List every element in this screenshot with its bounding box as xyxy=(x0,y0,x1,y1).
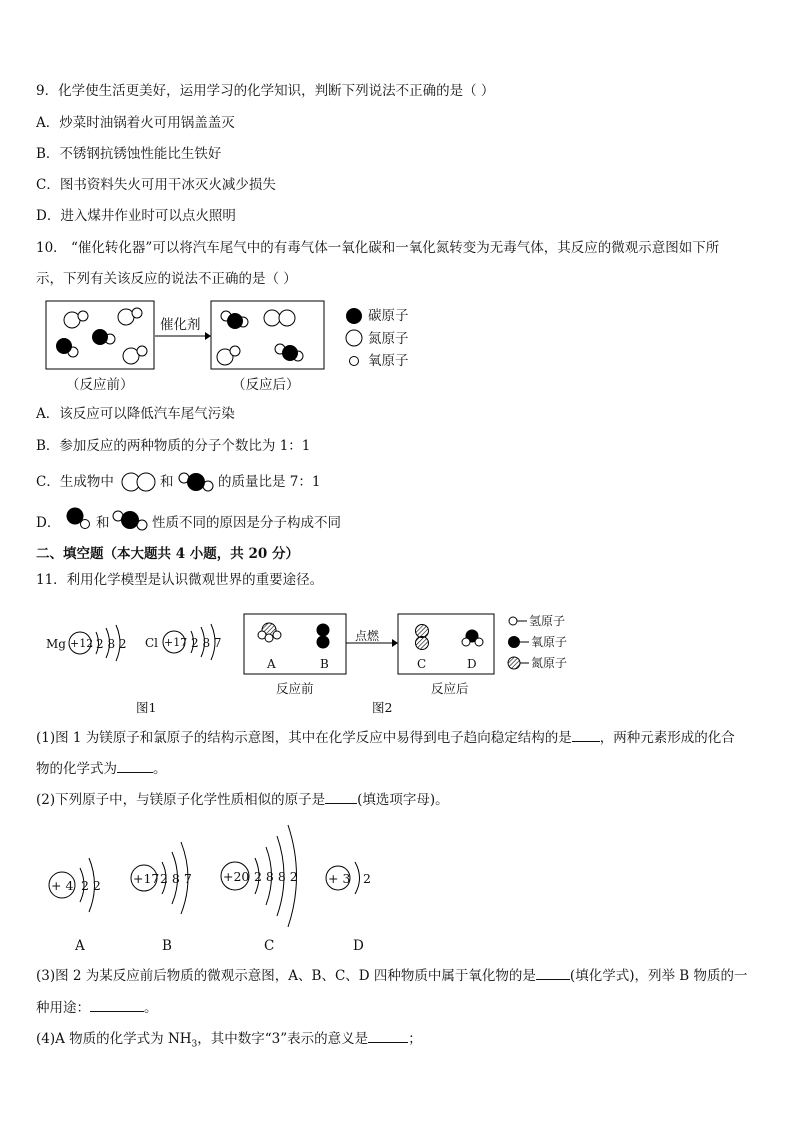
fig1-cl-shells: 2 8 7 xyxy=(191,636,222,650)
section-heading: 二、填空题（本大题共 4 小题，共 20 分） xyxy=(36,546,299,562)
fig1-mg-shells: 2 8 2 xyxy=(96,637,127,651)
fig1-caption: 图1 xyxy=(136,700,157,715)
fig1-cl-nucleus: +17 xyxy=(164,636,188,649)
q10-option-c-and: 和 xyxy=(160,474,174,490)
q10-legend-nitrogen: 氮原子 xyxy=(368,331,409,347)
atom-b-label: B xyxy=(162,938,172,954)
q10-option-c-suffix: 的质量比是 7：1 xyxy=(218,474,321,490)
q10-option-d-prefix: D． xyxy=(36,515,61,531)
q11-p4: (4)A 物质的化学式为 $NH_3$，其中数字“3”表示的意义是 ； xyxy=(36,1031,422,1050)
atom-d-nucleus: + 3 xyxy=(328,871,351,886)
q10-option-c-prefix: C．生成物中 xyxy=(36,474,114,490)
q9-stem: 9．化学使生活更美好，运用学习的化学知识，判断下列说法不正确的是（ ） xyxy=(36,83,495,99)
fig1-mg-symbol: Mg xyxy=(46,637,66,651)
q9-option-d: D．进入煤井作业时可以点火照明 xyxy=(36,208,236,224)
q10-option-d-and: 和 xyxy=(96,515,110,531)
q10-arrow-label: 催化剂 xyxy=(160,317,201,333)
q11-p1-line2: 物的化学式为 。 xyxy=(36,761,167,777)
fig2-caption-after: 反应后 xyxy=(431,681,469,696)
q9-option-b: B．不锈钢抗锈蚀性能比生铁好 xyxy=(36,146,222,162)
q9-option-c: C．图书资料失火可用干冰灭火减少损失 xyxy=(36,177,276,193)
atom-a-nucleus: + 4 xyxy=(51,878,74,893)
fig2-legend-n: 氮原子 xyxy=(531,656,568,670)
fig1-mg-nucleus: +12 xyxy=(70,637,94,650)
atom-b-shells: 2 8 7 xyxy=(160,871,192,886)
fig2-arrow-label: 点燃 xyxy=(355,629,380,643)
fig2-caption-before: 反应前 xyxy=(276,681,314,696)
q9-option-a: A．炒菜时油锅着火可用锅盖盖灭 xyxy=(36,115,235,131)
fig2-label-d: D xyxy=(467,657,477,671)
atom-d-label: D xyxy=(353,938,364,954)
fig2-caption: 图2 xyxy=(372,700,393,715)
fig1-cl-symbol: Cl xyxy=(145,636,159,650)
q11-p1-line1: (1)图 1 为镁原子和氯原子的结构示意图，其中在化学反应中易得到电子趋向稳定结构的是 ，两种元素形成的化合 xyxy=(36,730,735,746)
q11-stem: 11．利用化学模型是认识微观世界的重要途径。 xyxy=(36,572,324,588)
q11-p3-line1: (3)图 2 为某反应前后物质的微观示意图，A、B、C、D 四种物质中属于氧化物的是 (填化学式)，列举 B 物质的一 xyxy=(36,968,748,984)
fig2-label-b: B xyxy=(320,657,329,671)
atom-d-shells: 2 xyxy=(363,871,371,886)
q10-option-b: B．参加反应的两种物质的分子个数比为 1：1 xyxy=(36,438,311,454)
q10-caption-before: （反应前） xyxy=(66,377,134,393)
q10-caption-after: （反应后） xyxy=(232,377,300,393)
q11-p3-blank-2[interactable] xyxy=(90,999,144,1012)
q11-p3-blank-1[interactable] xyxy=(536,967,570,980)
q10-legend-oxygen: 氧原子 xyxy=(368,353,409,369)
fig2-legend-h: 氢原子 xyxy=(529,614,566,628)
q11-p2: (2)下列原子中，与镁原子化学性质相似的原子是 (填选项字母)。 xyxy=(36,792,449,808)
atom-c-nucleus: +20 xyxy=(223,869,250,884)
q10-legend-carbon: 碳原子 xyxy=(368,308,409,324)
atom-c-shells: 2 8 8 2 xyxy=(254,869,298,884)
q11-p4-blank[interactable] xyxy=(368,1030,408,1043)
q10-option-d-suffix: 性质不同的原因是分子构成不同 xyxy=(152,515,341,531)
atom-a-label: A xyxy=(75,938,85,954)
q10-stem-line1: 10． “催化转化器”可以将汽车尾气中的有毒气体一氧化碳和一氧化氮转变为无毒气体，其反应的微观示意图如下所 xyxy=(36,240,720,256)
q10-stem-line2: 示，下列有关该反应的说法不正确的是（ ） xyxy=(36,271,297,287)
fig2-label-a: A xyxy=(267,657,276,671)
q11-p3-line2: 种用途： 。 xyxy=(36,1000,158,1016)
q10-option-a: A．该反应可以降低汽车尾气污染 xyxy=(36,406,235,422)
fig2-label-c: C xyxy=(417,657,427,671)
fig2-legend-o: 氧原子 xyxy=(531,635,568,649)
atom-b-nucleus: +17 xyxy=(133,871,160,886)
atom-a-shells: 2 2 xyxy=(81,878,101,893)
atom-c-label: C xyxy=(264,938,275,954)
